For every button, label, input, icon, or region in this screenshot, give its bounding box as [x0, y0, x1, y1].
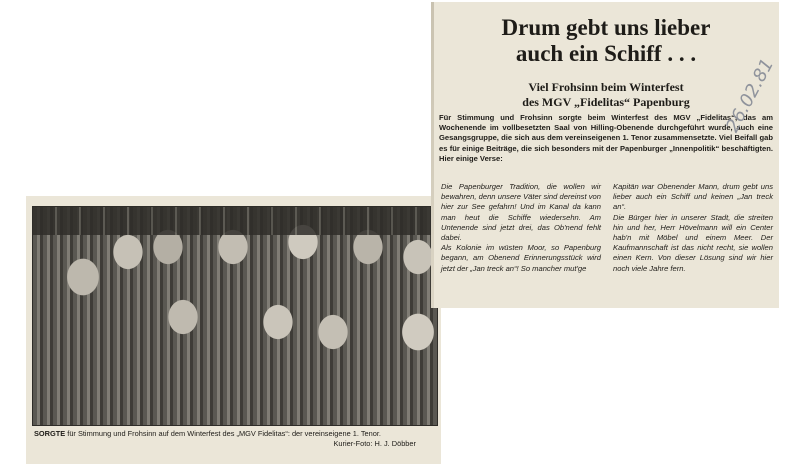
article-subheadline — [439, 80, 773, 110]
verse-column-left — [441, 182, 601, 274]
photo-clipping — [26, 196, 441, 464]
handwritten-date: 26.02.81 — [722, 55, 779, 136]
subhead-line-2: des MGV „Fidelitas“ Papenburg — [522, 95, 690, 109]
subhead-line-1: Viel Frohsinn beim Winterfest — [528, 80, 684, 94]
headline-line-2: auch ein Schiff . . . — [515, 41, 697, 66]
verse-column-right — [613, 182, 773, 274]
verse-paragraph: Die Bürger hier in unserer Stadt, die streiten hin und her, Herr Hövelmann will ein Center hab'n mit Möbel und einem Meer. Der Kaufmannschaft ist das nicht recht, sie wollen einen Kern. Von dieser Lösung sind wir hier noch viele Jahre fern. — [613, 212, 773, 273]
group-photo — [32, 206, 438, 426]
verse-paragraph: Kapitän war Obenender Mann, drum gebt uns lieber auch ein Schiff und keinen „Jan treck an“. — [613, 182, 773, 212]
photo-caption — [34, 429, 436, 448]
photo-credit: Kurier-Foto: H. J. Döbber — [333, 438, 416, 448]
article-clipping — [431, 2, 779, 308]
caption-lead: SORGTE — [34, 429, 66, 438]
caption-text: für Stimmung und Frohsinn auf dem Winterfest des „MGV Fidelitas“: der vereinseigene 1. Tenor. — [65, 429, 381, 438]
article-headline — [439, 15, 773, 67]
headline-line-1: Drum gebt uns lieber — [501, 15, 711, 40]
verse-paragraph: Als Kolonie im wüsten Moor, so Papenburg begann, am Obenend Erinnerungsstück wird jetzt der „Jan treck an“! So mancher mut'ge — [441, 243, 601, 273]
article-intro: Für Stimmung und Frohsinn sorgte beim Winterfest des MGV „Fidelitas“, das am Wochenende im vollbesetzten Saal von Hilling-Obenende durchgeführt wurde, auch eine Gesangsgruppe, die sich aus dem vereinseigenen 1. Tenor zusammensetzte. Viel Beifall gab es für einige Beiträge, die sich besonders mit der Papenburger „Innenpolitik“ beschäftigten. Hier einige Verse: — [439, 113, 773, 163]
verse-paragraph: Die Papenburger Tradition, die wollen wir bewahren, denn unsere Väter sind dereinst von hier zur See gefahrn! Und im Kanal da kann man heut die Schiffe wiedersehn. Am Untenende sind jetzt drei, das Ob'nend fehlt dabei. — [441, 182, 601, 243]
